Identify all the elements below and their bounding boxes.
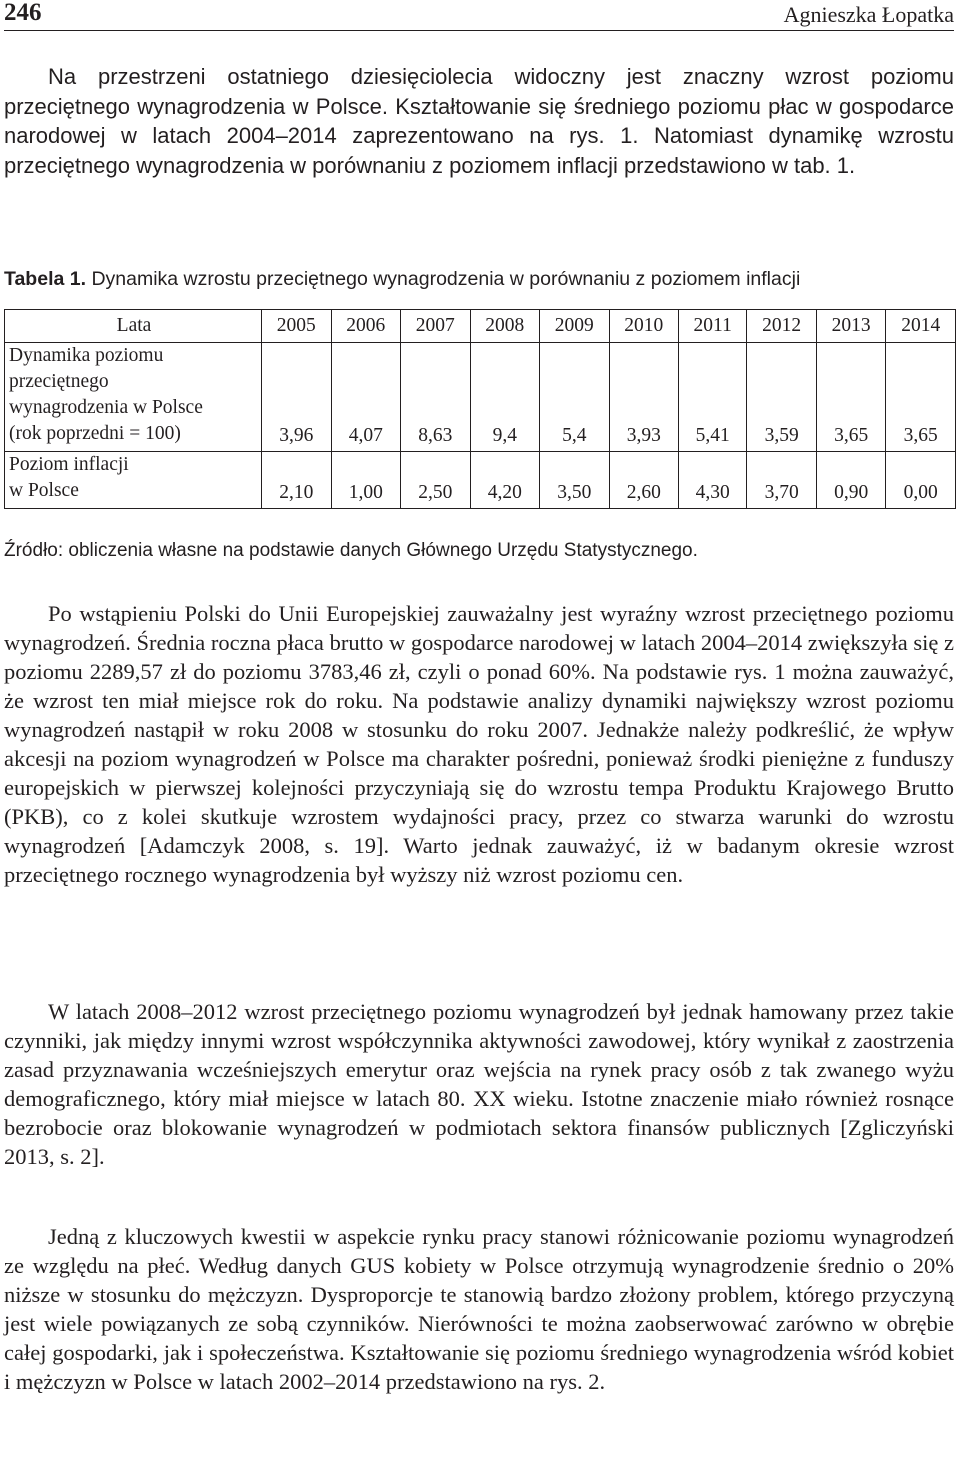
- table-cell: 1,00: [331, 452, 401, 509]
- table-cell: 3,70: [747, 452, 817, 509]
- row-label-line: wynagrodzenia w Polsce: [9, 397, 203, 418]
- table-cell: 5,41: [679, 343, 747, 452]
- row-label-line: (rok poprzedni = 100): [9, 423, 181, 444]
- table-cell: 4,07: [331, 343, 401, 452]
- table-cell: 3,59: [747, 343, 817, 452]
- body-paragraph-gender-gap: Jedną z kluczowych kwestii w aspekcie rynku pracy stanowi różnicowanie poziomu wynagrodzeń ze względu na płeć. Według danych GUS kobiety w Polsce otrzymują wynagrodzenie średnio o 20% niższe w stosunku do mężczyzn. Dysproporcje te stanowią bardzo złożony problem, którego przyczyną jest wiele powiązanych ze sobą czynników. Nierówności te można zaobserwować zarówno w obrębie całej gospodarki, jak i społeczeństwa. Kształtowanie się poziomu średniego wynagrodzenia wśród kobiet i mężczyzn w Polsce w latach 2002–2014 przedstawiono na rys. 2.: [4, 1224, 954, 1394]
- table-cell: 2,50: [401, 452, 471, 509]
- year-cell: 2006: [331, 310, 401, 343]
- year-cell: 2010: [609, 310, 679, 343]
- year-cell: 2009: [540, 310, 610, 343]
- table-source-note: Źródło: obliczenia własne na podstawie danych Głównego Urzędu Statystycznego.: [4, 540, 698, 561]
- row-label-inflation: [5, 452, 262, 509]
- running-head-author: Agnieszka Łopatka: [783, 2, 954, 27]
- table-row-inflation: [5, 452, 956, 509]
- table-cell: 3,96: [262, 343, 332, 452]
- body-paragraph-2008-2012: W latach 2008–2012 wzrost przeciętnego poziomu wynagrodzeń był jednak hamowany przez takie czynniki, jak między innymi wzrost współczynnika aktywności zawodowej, który wynikał z zaostrzenia zasad przyznawania wcześniejszych emerytur oraz wejścia na rynek pracy osób z tak zwanego wyżu demograficznego, który miał miejsce w latach 80. XX wieku. Istotne znaczenie miało również rosnące bezrobocie oraz blokowanie wynagrodzeń w podmiotach sektora finansów publicznych [Zgliczyński 2013, s. 2].: [4, 999, 954, 1169]
- wage-inflation-table: [4, 309, 956, 509]
- year-cell: 2008: [470, 310, 540, 343]
- table-cell: 3,50: [540, 452, 610, 509]
- year-cell: 2005: [262, 310, 332, 343]
- header-label-cell: Lata: [5, 310, 262, 343]
- row-label-line: Poziom inflacji: [9, 454, 129, 475]
- table-cell: 3,65: [886, 343, 956, 452]
- row-label-wage-dynamics: [5, 343, 262, 452]
- table-cell: 0,00: [886, 452, 956, 509]
- table-cell: 2,60: [609, 452, 679, 509]
- row-label-line: Dynamika poziomu: [9, 345, 164, 366]
- table-cell: 3,93: [609, 343, 679, 452]
- table-cell: 3,65: [816, 343, 886, 452]
- table-cell: 5,4: [540, 343, 610, 452]
- table-cell: 9,4: [470, 343, 540, 452]
- table-caption-text: Dynamika wzrostu przeciętnego wynagrodzenia w porównaniu z poziomem inflacji: [91, 268, 801, 290]
- year-cell: 2013: [816, 310, 886, 343]
- year-cell: 2014: [886, 310, 956, 343]
- intro-paragraph: Na przestrzeni ostatniego dziesięciolecia widoczny jest znaczny wzrost poziomu przeciętnego wynagrodzenia w Polsce. Kształtowanie się średniego poziomu płac w gospodarce narodowej w latach 2004–2014 zaprezentowano na rys. 1. Natomiast dynamikę wzrostu przeciętnego wynagrodzenia w porównaniu z poziomem inflacji przedstawiono w tab. 1.: [4, 64, 954, 178]
- table-caption-label: Tabela 1.: [4, 268, 87, 290]
- year-cell: 2012: [747, 310, 817, 343]
- body-paragraph-eu-accession: Po wstąpieniu Polski do Unii Europejskiej zauważalny jest wyraźny wzrost przeciętnego poziomu wynagrodzeń. Średnia roczna płaca brutto w gospodarce narodowej w latach 2004–2014 zwiększyła się z poziomu 2289,57 zł do poziomu 3783,46 zł, czyli o ponad 60%. Na podstawie rys. 1 można zauważyć, że wzrost ten miał miejsce rok do roku. Na podstawie analizy dynamiki największy wzrost poziomu wynagrodzeń nastąpił w roku 2008 w stosunku do roku 2007. Jednakże należy podkreślić, że wpływ akcesji na poziom wynagrodzeń w Polsce ma charakter pośredni, ponieważ środki pieniężne z funduszy europejskich w pierwszej kolejności przyczyniają się do wzrostu tempa Produktu Krajowego Brutto (PKB), co z kolei skutkuje wzrostem wydajności pracy, przez co stwarza warunki do wzrostu wynagrodzeń [Adamczyk 2008, s. 19]. Warto jednak zauważyć, iż w badanym okresie wzrost przeciętnego rocznego wynagrodzenia był wyższy niż wzrost poziomu cen.: [4, 601, 954, 887]
- table-cell: 4,30: [679, 452, 747, 509]
- page-number: 246: [4, 0, 42, 26]
- row-label-line: przeciętnego: [9, 371, 109, 392]
- year-cell: 2007: [401, 310, 471, 343]
- table-header-row: [5, 310, 956, 343]
- table-row-wage-dynamics: [5, 343, 956, 452]
- page-header: [4, 0, 954, 31]
- table-caption: [4, 268, 954, 291]
- row-label-line: w Polsce: [9, 480, 79, 501]
- table-cell: 0,90: [816, 452, 886, 509]
- table-cell: 2,10: [262, 452, 332, 509]
- table-cell: 4,20: [470, 452, 540, 509]
- year-cell: 2011: [679, 310, 747, 343]
- table-cell: 8,63: [401, 343, 471, 452]
